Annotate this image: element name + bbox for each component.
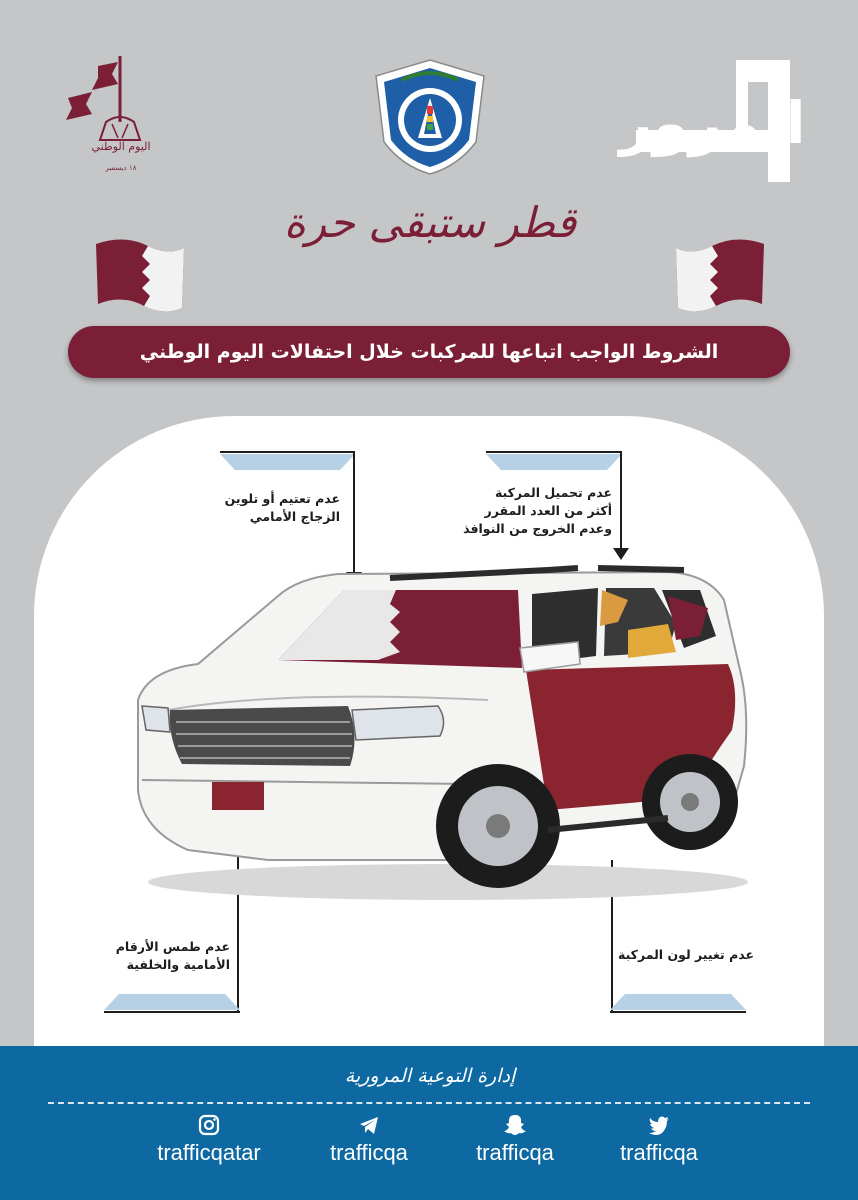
callout-line: عدم تحميل المركبة	[494, 485, 612, 500]
callout-line: عدم تعتيم أو تلوين	[224, 491, 340, 506]
footer-divider	[48, 1102, 810, 1106]
twitter-icon	[646, 1112, 672, 1138]
callout-line: الزجاج الأمامي	[249, 509, 340, 524]
telegram-icon	[356, 1112, 382, 1138]
social-handle[interactable]: trafficqa	[620, 1140, 698, 1165]
conditions-banner: الشروط الواجب اتباعها للمركبات خلال احتفالات اليوم الوطني	[68, 326, 790, 378]
callout-plates	[70, 938, 230, 974]
social-instagram[interactable]	[144, 1112, 274, 1172]
callout-line: الأمامية والخلفية	[126, 957, 230, 972]
snapchat-icon	[502, 1112, 528, 1138]
muroor-logo-text: المرور	[619, 88, 806, 157]
social-handle[interactable]: trafficqa	[476, 1140, 554, 1165]
callout-windshield	[180, 490, 340, 526]
suv-image	[128, 560, 754, 906]
social-telegram[interactable]	[304, 1112, 434, 1172]
national-day-logo-text: اليوم الوطني	[91, 140, 151, 153]
social-handle[interactable]: trafficqatar	[157, 1140, 261, 1165]
instagram-icon	[196, 1112, 222, 1138]
callout-line: عدم تغيير لون المركبة	[618, 947, 754, 962]
callout-color	[594, 946, 754, 964]
callout-passengers	[450, 484, 612, 538]
social-snapchat[interactable]	[450, 1112, 580, 1172]
callout-line: أكثر من العدد المقرر	[484, 503, 612, 518]
national-day-date: ١٨ ديسمبر	[105, 164, 137, 172]
callout-line: وعدم الخروج من النوافذ	[463, 521, 612, 536]
social-twitter[interactable]	[594, 1112, 724, 1172]
callout-line: عدم طمس الأرقام	[115, 939, 230, 954]
slogan: قطر ستبقى حرة	[283, 198, 577, 247]
social-handle[interactable]: trafficqa	[330, 1140, 408, 1165]
department-name: إدارة التوعية المرورية	[344, 1065, 516, 1087]
